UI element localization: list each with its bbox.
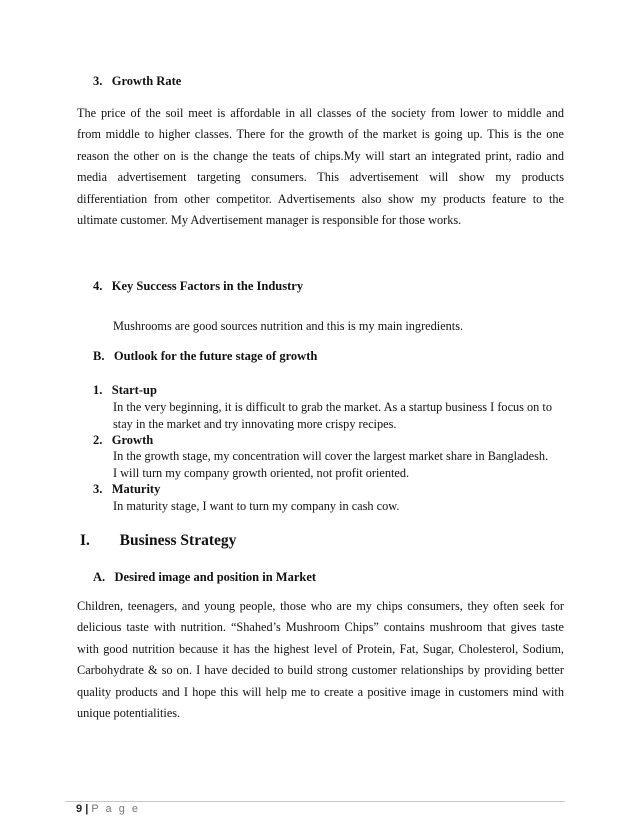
stage-growth-text (113, 448, 548, 482)
growth-rate-line: differentiation from other competitor. Advertisements also show my products feature to the (77, 191, 564, 206)
business-strategy-numeral: I. (80, 532, 90, 549)
stage-line: In the very beginning, it is difficult to grab the market. As a startup business I focus on to (113, 400, 552, 414)
outlook-letter: B. (93, 349, 105, 363)
stage-startup-text (113, 399, 552, 433)
business-strategy-line: Children, teenagers, and young people, those who are my chips consumers, they often seek for (77, 599, 564, 613)
outlook-heading (93, 349, 317, 364)
growth-rate-line: reason the other on is the change the teats of chips.My will start an integrated print, radio and (77, 148, 564, 163)
key-success-number: 4. (93, 279, 103, 293)
page-word: P a g e (91, 803, 140, 815)
business-strategy-heading (80, 532, 236, 550)
business-strategy-paragraph (77, 596, 564, 724)
stage-title: Start-up (111, 383, 157, 397)
page-number: 9 (76, 803, 83, 815)
footer-divider (65, 801, 565, 802)
business-strategy-line: delicious taste with nutrition. “Shahed’s Mushroom Chips” contains mushroom that gives taste (77, 620, 564, 635)
stage-number: 1. (93, 383, 103, 397)
business-strategy-line: with good nutrition because it has the highest level of Protein, Fat, Sugar, Cholesterol, Sodium, (77, 641, 564, 656)
key-success-heading (93, 279, 303, 294)
growth-rate-line: The price of the soil meet is affordable in all classes of the society from lower to middle and (77, 106, 564, 120)
stage-startup-heading (93, 383, 157, 398)
growth-rate-heading (93, 74, 181, 89)
desired-image-heading (93, 570, 316, 585)
page-footer (76, 803, 140, 815)
footer-separator: | (85, 803, 89, 815)
growth-rate-title: Growth Rate (111, 74, 182, 88)
outlook-title: Outlook for the future stage of growth (113, 349, 318, 363)
growth-rate-paragraph (77, 103, 564, 231)
stage-number: 2. (93, 433, 103, 447)
desired-image-title: Desired image and position in Market (114, 570, 317, 584)
stage-maturity-text (113, 498, 399, 515)
growth-rate-line: ultimate customer. My Advertisement manager is responsible for those works. (77, 213, 462, 228)
growth-rate-number: 3. (93, 74, 103, 88)
business-strategy-line: Carbohydrate & so on. I have decided to build strong customer relationships by providing better (77, 663, 564, 678)
key-success-text: Mushrooms are good sources nutrition and this is my main ingredients. (113, 319, 464, 333)
stage-line: I will turn my company growth oriented, not profit oriented. (113, 466, 410, 481)
key-success-title: Key Success Factors in the Industry (111, 279, 304, 293)
desired-image-letter: A. (93, 570, 106, 584)
stage-maturity-heading (93, 482, 160, 497)
stage-line: In maturity stage, I want to turn my company in cash cow. (113, 499, 400, 513)
growth-rate-line: from middle to higher classes. There for the growth of the market is going up. This is the one (77, 127, 564, 142)
stage-title: Growth (111, 433, 154, 447)
business-strategy-line: quality products and I hope this will help me to create a positive image in customers mind with (77, 684, 564, 699)
stage-growth-heading (93, 433, 153, 448)
stage-number: 3. (93, 482, 103, 496)
business-strategy-line: unique potentialities. (77, 706, 181, 721)
stage-line: stay in the market and try innovating more crispy recipes. (113, 417, 397, 432)
business-strategy-title: Business Strategy (119, 532, 237, 549)
stage-line: In the growth stage, my concentration will cover the largest market share in Bangladesh. (113, 449, 549, 463)
growth-rate-line: media advertisement targeting consumers. This advertisement will show my products (77, 170, 564, 185)
stage-title: Maturity (111, 482, 161, 496)
